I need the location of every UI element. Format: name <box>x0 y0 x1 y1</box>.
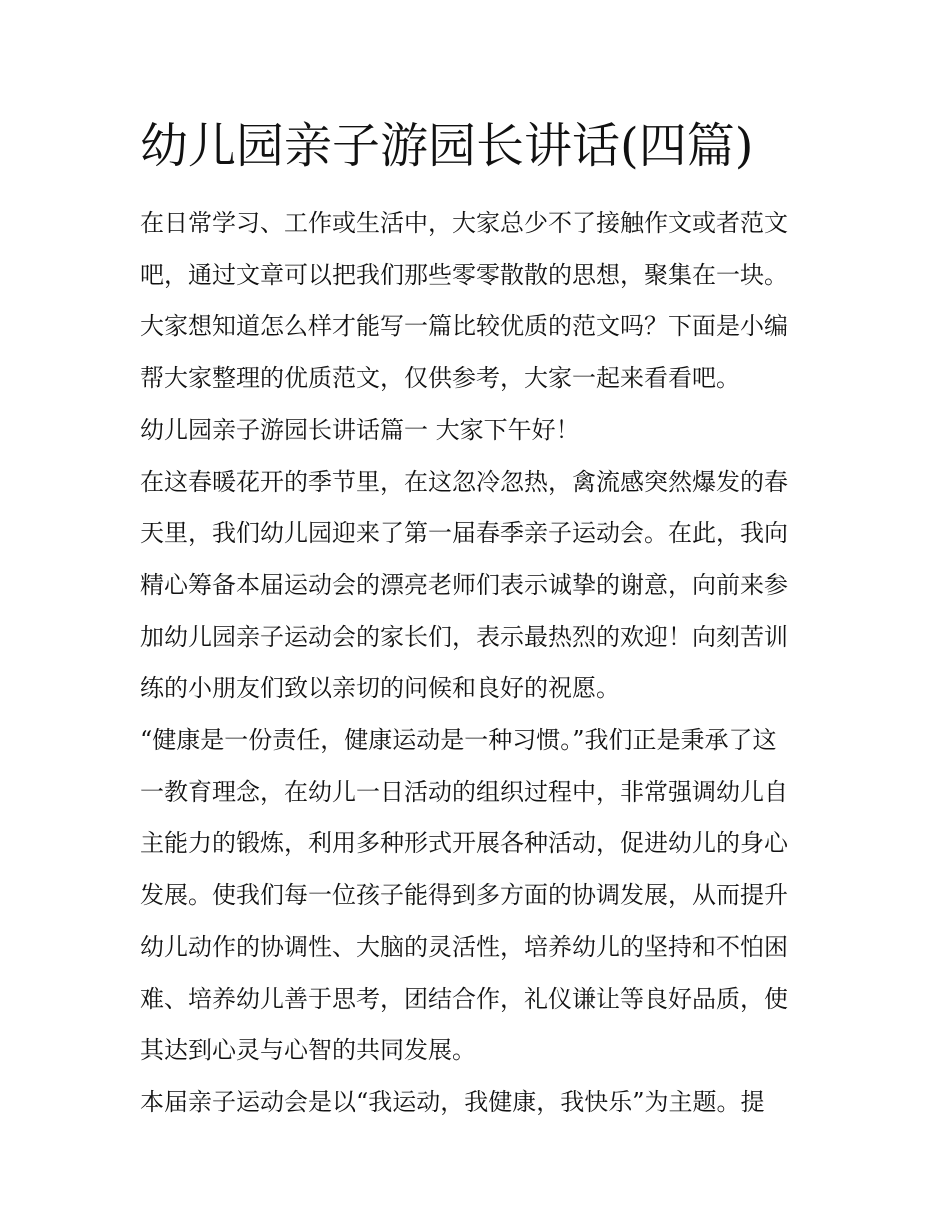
document-title: 幼儿园亲子游园长讲话(四篇) <box>140 118 754 174</box>
text-line: 难、培养幼儿善于思考，团结合作，礼仪谦让等良好品质，使 <box>140 984 788 1013</box>
text-line: 本届亲子运动会是以“我运动，我健康，我快乐”为主题。提 <box>140 1087 765 1116</box>
document-body <box>140 198 840 1129</box>
text-line: 精心筹备本届运动会的漂亮老师们表示诚挚的谢意，向前来参 <box>140 570 788 599</box>
paragraph-theme <box>140 1077 840 1129</box>
text-line: 发展。使我们每一位孩子能得到多方面的协调发展，从而提升 <box>140 881 788 910</box>
text-line: 加幼儿园亲子运动会的家长们，表示最热烈的欢迎！向刻苦训 <box>140 622 788 651</box>
text-line: “健康是一份责任，健康运动是一种习惯。”我们正是秉承了这 <box>140 726 777 755</box>
paragraph-greeting <box>140 457 840 716</box>
paragraph-section-heading <box>140 405 840 457</box>
text-line: 幼儿园亲子游园长讲话篇一 大家下午好！ <box>140 415 580 444</box>
text-line: 幼儿动作的协调性、大脑的灵活性，培养幼儿的坚持和不怕困 <box>140 932 788 961</box>
text-line: 一教育理念，在幼儿一日活动的组织过程中，非常强调幼儿自 <box>140 777 788 806</box>
paragraph-intro <box>140 198 840 405</box>
text-line: 主能力的锻炼，利用多种形式开展各种活动，促进幼儿的身心 <box>140 829 788 858</box>
text-line: 大家想知道怎么样才能写一篇比较优质的范文吗？下面是小编 <box>140 312 788 341</box>
text-line: 吧，通过文章可以把我们那些零零散散的思想，聚集在一块。 <box>140 260 788 289</box>
paragraph-philosophy <box>140 715 840 1077</box>
text-line: 帮大家整理的优质范文，仅供参考，大家一起来看看吧。 <box>140 364 740 393</box>
text-line: 练的小朋友们致以亲切的问候和良好的祝愿。 <box>140 674 620 703</box>
text-line: 在日常学习、工作或生活中，大家总少不了接触作文或者范文 <box>140 209 788 237</box>
text-line: 其达到心灵与心智的共同发展。 <box>140 1036 476 1065</box>
text-line: 天里，我们幼儿园迎来了第一届春季亲子运动会。在此，我向 <box>140 519 788 548</box>
text-line: 在这春暖花开的季节里，在这忽冷忽热，禽流感突然爆发的春 <box>140 467 788 496</box>
